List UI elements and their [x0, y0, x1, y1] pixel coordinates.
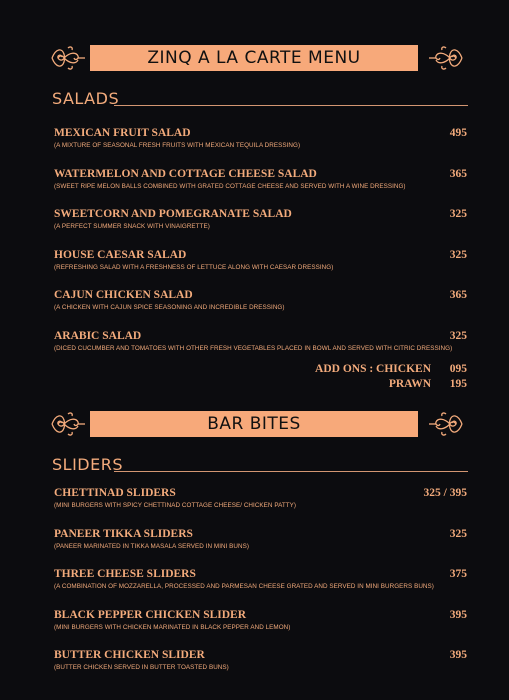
add-ons [287, 362, 467, 392]
item-description: (BUTTER CHICKEN SERVED IN BUTTER TOASTED BUNS) [54, 664, 229, 671]
item-name: HOUSE CAESAR SALAD [54, 248, 187, 261]
add-on-label: ADD ONS : CHICKEN [315, 363, 431, 375]
item-name: CAJUN CHICKEN SALAD [54, 289, 193, 301]
menu-item [54, 648, 467, 689]
item-price: 395 [449, 649, 467, 661]
item-name: PANEER TIKKA SLIDERS [54, 527, 193, 540]
sliders-list [54, 486, 467, 689]
item-description: (A PERFECT SUMMER SNACK WITH VINAIGRETTE) [54, 223, 210, 230]
salads-section-heading [52, 84, 468, 108]
add-on-chicken-price: 095 [449, 363, 467, 375]
item-price: 375 [449, 568, 467, 580]
item-description: (DICED CUCUMBER AND TOMATOES WITH OTHER FRESH VEGETABLES PLACED IN BOWL AND SERVED WITH CITRIC DRESSING) [54, 344, 453, 352]
item-price: 325 [449, 527, 467, 540]
item-price: 365 [449, 167, 467, 180]
item-name: BUTTER CHICKEN SLIDER [54, 649, 205, 661]
add-on-prawn [287, 377, 467, 392]
item-price: 325 [449, 248, 467, 261]
flourish-ornament-icon [48, 42, 88, 74]
item-price: 495 [449, 127, 467, 139]
item-name: SWEETCORN AND POMEGRANATE SALAD [54, 208, 292, 220]
menu-item [54, 527, 467, 568]
menu-item [54, 608, 467, 649]
item-price: 325 / 395 [423, 487, 467, 499]
item-description: (PANEER MARINATED IN TIKKA MASALA SERVED IN MINI BUNS) [54, 542, 250, 550]
heading-rule [114, 105, 468, 106]
item-name: WATERMELON AND COTTAGE CHEESE SALAD [54, 167, 317, 180]
item-name: MEXICAN FRUIT SALAD [54, 127, 191, 139]
menu-item [54, 288, 467, 329]
item-price: 325 [449, 329, 467, 342]
menu-item [54, 567, 467, 608]
heading-rule [114, 471, 468, 472]
sliders-section-heading [52, 450, 468, 474]
menu-item [54, 486, 467, 527]
menu-item [54, 248, 467, 289]
add-on-prawn-label: PRAWN [388, 378, 431, 390]
item-name: CHETTINAD SLIDERS [54, 487, 176, 499]
flourish-ornament-icon [426, 42, 466, 74]
bar-bites-banner [0, 408, 509, 442]
salads-list [54, 126, 467, 369]
menu-item [54, 167, 467, 208]
bar-bites-title: BAR BITES [90, 411, 418, 437]
item-price: 365 [449, 289, 467, 301]
add-on-prawn-price: 195 [449, 378, 467, 390]
item-name: ARABIC SALAD [54, 329, 142, 342]
salads-heading-label: SALADS [52, 89, 120, 108]
item-price: 395 [449, 608, 467, 621]
flourish-ornament-icon [426, 408, 466, 440]
item-description: (REFRESHING SALAD WITH A FRESHNESS OF LETTUCE ALONG WITH CAESAR DRESSING) [54, 263, 334, 271]
menu-title: ZINQ A LA CARTE MENU [90, 45, 418, 71]
item-description: (MINI BURGERS WITH SPICY CHETTINAD COTTAGE CHEESE/ CHICKEN PATTY) [54, 502, 297, 509]
item-name: THREE CHEESE SLIDERS [54, 568, 196, 580]
menu-title-banner [0, 42, 509, 76]
item-description: (A COMBINATION OF MOZZARELLA, PROCESSED AND PARMESAN CHEESE GRATED AND SERVED IN MINI BURGERS BUNS) [54, 583, 434, 590]
item-description: (MINI BURGERS WITH CHICKEN MARINATED IN BLACK PEPPER AND LEMON) [54, 623, 291, 631]
add-on-chicken [287, 362, 467, 377]
item-description: (SWEET RIPE MELON BALLS COMBINED WITH GRATED COTTAGE CHEESE AND SERVED WITH A WINE DRESSING) [54, 182, 406, 190]
menu-item [54, 207, 467, 248]
menu-item [54, 126, 467, 167]
sliders-heading-label: SLIDERS [52, 455, 123, 474]
item-price: 325 [449, 208, 467, 220]
flourish-ornament-icon [48, 408, 88, 440]
item-description: (A CHICKEN WITH CAJUN SPICE SEASONING AND INCREDIBLE DRESSING) [54, 304, 285, 311]
item-name: BLACK PEPPER CHICKEN SLIDER [54, 608, 247, 621]
item-description: (A MIXTURE OF SEASONAL FRESH FRUITS WITH MEXICAN TEQUILA DRESSING) [54, 142, 301, 149]
